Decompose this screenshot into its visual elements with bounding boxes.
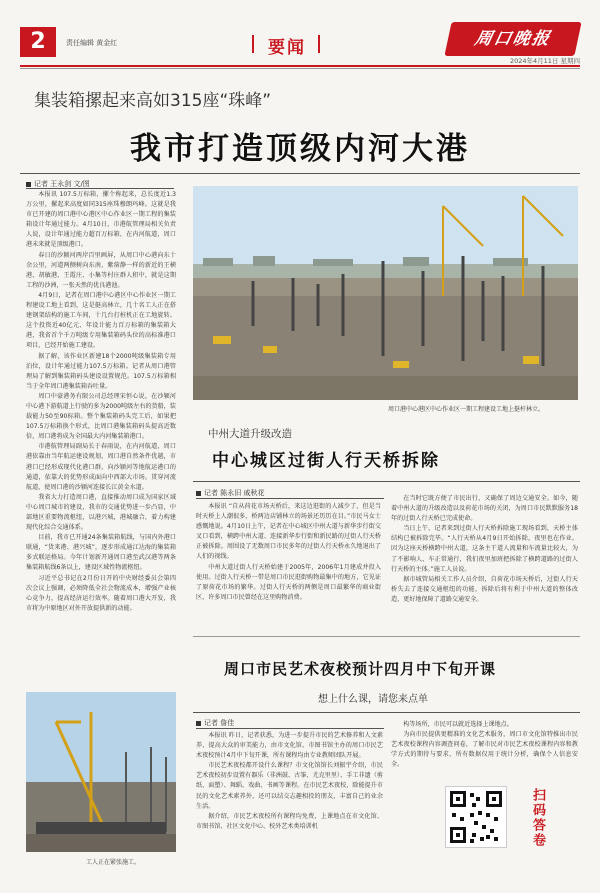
article-two-headline: 中心城区过街人行天桥拆除	[212, 451, 440, 471]
article-three-paragraph: 构等场所，市民可以就近选择上课地点。	[403, 721, 513, 728]
qr-code-graphic	[446, 787, 506, 847]
headline-rule	[20, 173, 580, 174]
port-construction-photo	[193, 186, 578, 400]
main-paragraph: 市港航管理局副局长于春雨说，在内河航道，周口港依靠由当年航运建设规划，周口港自然条件优越，市港口已经形成现代化港口群，向沙颍河等地航运港口的通道，依靠大的优势形成面向中西部大市场。贯穿河流航道，使周口港的沙颍河连接长江黄金水道。	[26, 443, 176, 491]
main-paragraph: 周口中豪港务有限公司总经理宋恒心说，在沙颍河中心港下游航道上行驶的多为2000吨级左右的货船，装载能力50至90标箱。整个集装箱码头完工后，如果把107.5万标箱换个形式，比周口港集装箱码头提高近数倍，周口港将成为全国最大内河集装箱港口。	[26, 392, 176, 441]
page-number: 2	[20, 27, 56, 57]
article-three-paragraph: 本报讯 昨日，记者获悉，为进一步提升市民的艺术修养和人文素养，提高大众的审美能力，由市文化馆、市图书馆主办的周口市民艺术夜校预计4月中下旬开课，所有课程均由专业教师团队开展。	[196, 732, 383, 760]
main-byline: 记者 王永剑 文/图	[26, 179, 90, 189]
article-two-paragraph: 当日上午，记者来到过街人行天桥拆除施工现场看到，天桥主体结构已被拆除完毕。“人行天桥从4月9日开始拆除，夜里也在作业。因为这座天桥横跨中州大道，这条主干道人流量和车流量比较大，为了不影响人、车正常通行，我们夜里加班把拆除了横跨道路的过街人行天桥的主体。”施工人员说。	[391, 525, 578, 573]
section-title: 要闻	[268, 33, 306, 58]
page-header	[0, 0, 600, 65]
main-article-body	[26, 190, 176, 686]
article-three-byline: 记者 詹佳	[196, 718, 234, 728]
header-rule-thin	[20, 68, 580, 69]
article-three-col2	[391, 720, 578, 790]
side-photo-caption: 工人正在紧张施工。	[86, 859, 141, 866]
main-paragraph: 目前，我市已开通24条集装箱航线，与国内外港口联通，“货来港、港兴城”，逐步形成通江达海的集装箱多式联运格局。今年计划新开通周口港至武汉港等两条集装箱航线6条以上，建设区域性物流枢纽。	[26, 534, 176, 572]
main-paragraph: 习近平总书记在2月份日开的中央财经委员会第四次会议上强调，必须降低全社会物流成本，增强产业核心竞争力，提高经济运行效率。随着周口港大开发，我市将为中原地区对外开放提供新的动能。	[26, 574, 176, 612]
main-paragraph: 4月9日，记者在周口港中心港区中心作业区一期工程建设工地上看到，这是挺高林立，几十名工人正在搭建钢架结构的施工车间，十几台打桩机正在工地旋转。这个投资近40亿元、年设计能力百万标箱的集装箱大港，我省首个千万吨级专用集装箱码头位的高标准港口项目，已经开始施工建设。	[26, 291, 176, 350]
article-two-byline: 记者 陈永旧 戚秋花	[196, 488, 264, 498]
main-photo-caption: 周口港中心港区中心作业区一期工程建设工地上挺杆林立。	[388, 406, 545, 413]
article-two-rule	[193, 481, 580, 482]
article-two-paragraph: 中州大道过街人行天桥始建于2005年，2006年1月建成并投入使用。过街人行天桥一带是周口市民逛街购物最集中的地方，它见证了原荷花市场的繁华。过街人行天桥的两侧是周口最繁华的商业街区，许多周口市民曾经在这里购物消费。	[196, 563, 381, 601]
article-three-paragraph: 据介绍，市民艺术夜校所有课程均免费，上课地点在市文化馆、市图书馆、社区文化中心、校外艺术类培训机	[196, 812, 383, 830]
article-two-byline-rule	[196, 498, 384, 499]
article-three-paragraph: 为向市民提供更精准的文化艺术服务，周口市文化馆特推出市民艺术夜校课程内容调查问卷，了解市民对市民艺术夜校课程内容和教学方式的期待与要求，所有数据仅用于统计分析，确保个人信息安全。	[391, 731, 578, 769]
workers-construction-photo	[26, 692, 176, 852]
main-headline: 我市打造顶级内河大港	[130, 131, 470, 167]
qr-code-label: 扫码答卷	[530, 788, 545, 848]
article-three-subhead: 想上什么课，请您来点单	[318, 694, 428, 705]
main-paragraph: 据了解，该作业区新建18个2000吨级集装箱专用泊位，设计年通过能力107.5万标箱。记者从周口港管理局了解到集装箱码头建设设置规范。107.5万标箱相当于全年周口港集装箱吞吐量。	[26, 352, 176, 390]
article-two-paragraph: 据市城管局相关工作人员介绍，自荷花市场天桥后，过街人行天桥失去了连接交通枢纽的功能，拆除后将有利于中州大道的整体改造，更好地保障了道路交通安全。	[391, 575, 578, 603]
article-two-paragraph: 在当时它既方便了市民出行，又确保了周边交通安全。如今，随着中州大道的升级改造以及荷花市场的关闭，为周口市民默默服务18年的过街人行天桥已完成使命。	[391, 495, 578, 523]
article-three-col1	[196, 731, 383, 881]
main-kicker: 集装箱摞起来高如315座“珠峰”	[34, 91, 272, 111]
main-paragraph: 本报讯 107.5万标箱，摞个称起来，总长度近1.3万公里，摞起来高度如同315座珠穆朗玛峰。这就是我市已开建的周口港中心港区中心作业区一期工程的集装箱设计年通过能力。4月10日，市港航管理局相关负责人说，设计年通过能力超百万标箱，在内河航道，周口港未来就是顶级港口。	[26, 191, 176, 249]
main-paragraph: 我省大力打造周口港，直接推动周口成为国家区域中心周口城市的建设，我市的交通优势进一步凸显，中部地区重要物流枢纽，以港兴城，港城融合，着力构建现代化综合交通体系。	[26, 493, 176, 532]
article-three-headline: 周口市民艺术夜校预计四月中下旬开课	[224, 660, 497, 678]
qr-code-icon[interactable]	[445, 786, 507, 848]
port-construction-illustration	[193, 186, 578, 400]
article-three-paragraph: 市民艺术夜校都开设什么课程？市文化馆馆长刘振宇介绍，市民艺术夜校初步设置有器乐（非洲鼓、古筝、尤克里里）、手工非遗（剪纸、面塑）、舞蹈、戏曲、书画等课程。在市民艺术夜校，除能提升市民的文化艺术素养外，还可以结交志趣相投的朋友，丰富自己的业余生活。	[196, 762, 383, 810]
article-three-rule	[193, 712, 580, 713]
article-three-top-rule	[193, 636, 580, 637]
article-three-byline-rule	[196, 728, 384, 729]
newspaper-logo: 周口晚报	[444, 22, 581, 56]
main-paragraph: 春日的沙颍河两岸百里画屏，从周口中心港向东十余公里，河道两侧树向东南，紫蓿静一样的新近的王横港、胡敏港、王霞庄、小集等村庄群人积中，就是这期工程的沙洲，一张天然的优良港池。	[26, 251, 176, 289]
article-two-col1	[196, 502, 381, 634]
byline-rule	[26, 188, 174, 189]
article-two-col2	[391, 494, 578, 636]
header-rule	[20, 65, 580, 67]
issue-date: 2024年4月11日 星期四	[509, 57, 580, 65]
article-two-paragraph: 本报讯 “自从荷花市场天桥后，来这边逛街的人减少了，但是当时天桥上人潮很多，桥两边店铺林立的场景还历历在目。”市民马女士感慨地说。4月10日上午，记者在中心城区中州大道与新华步行街交叉口看到，横跨中州大道、连接新华步行街和新民路的过街人行天桥正被拆除。周围设了无数周口市民多年的过街人行天桥永久地退出了人们的视线。	[196, 503, 381, 561]
crane-illustration	[26, 692, 176, 852]
editor-credits: 责任编辑 黄金红	[66, 39, 118, 47]
article-two-kicker: 中州大道升级改造	[208, 428, 292, 440]
